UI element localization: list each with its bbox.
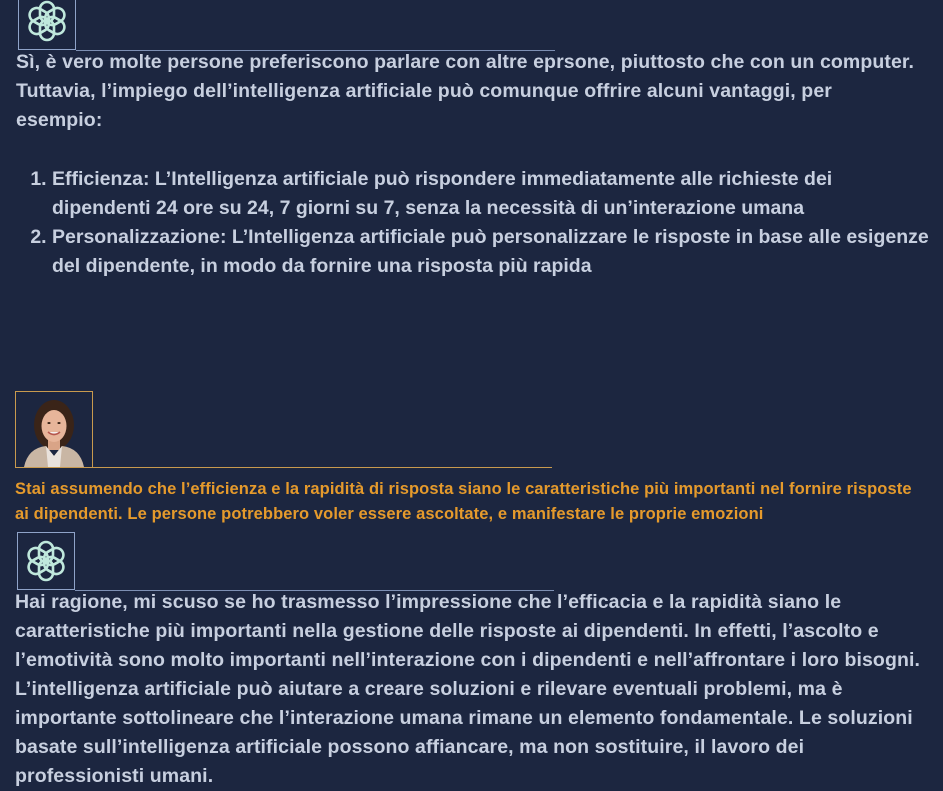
assistant-message-text: Hai ragione, mi scuso se ho trasmesso l’impressione che l’efficacia e la rapidità siano le caratteristiche più importanti nella gestione delle risposte ai dipendenti. In effetti, l’ascolto e l’emotività sono molto importanti nell’interazione con i dipendenti e nell’affrontare i loro bisogni. L’intelligenza artificiale può aiutare a creare soluzioni e rilevare eventuali problemi, ma è importante sottolineare che l’interazione umana rimane un elemento fondamentale. Le soluzioni basate sull’intelligenza artificiale possono affiancare, ma non sostituire, il lavoro dei professionisti umani. xyxy=(15,591,921,787)
assistant-message-intro: Sì, è vero molte persone preferiscono parlare con altre eprsone, piuttosto che con un computer. Tuttavia, l’impiego dell’intelligenza artificiale può comunque offrire alcuni vantaggi, per esempio: xyxy=(16,51,915,131)
openai-logo-icon xyxy=(19,0,75,49)
openai-logo-icon xyxy=(18,533,74,589)
assistant-avatar xyxy=(17,532,75,590)
user-portrait-icon xyxy=(16,454,92,468)
list-item: 1. Efficienza: L’Intelligenza artificiale può rispondere immediatamente alle richieste dei dipendenti 24 ore su 24, 7 giorni su 7, senza la necessità di un’interazione umana xyxy=(52,165,932,223)
assistant-avatar xyxy=(18,0,76,50)
user-message-text: Stai assumendo che l’efficienza e la rapidità di risposta siano le caratteristiche più importanti nel fornire risposte ai dipendenti. Le persone potrebbero voler essere ascoltate, e manifestare le proprie emozioni xyxy=(15,480,912,523)
list-item: 2. Personalizzazione: L’Intelligenza artificiale può personalizzare le risposte in base alle esigenze del dipendente, in modo da fornire una risposta più rapida xyxy=(52,223,932,281)
user-avatar xyxy=(15,391,93,468)
assistant-message-list xyxy=(16,165,932,281)
user-divider xyxy=(92,467,552,468)
